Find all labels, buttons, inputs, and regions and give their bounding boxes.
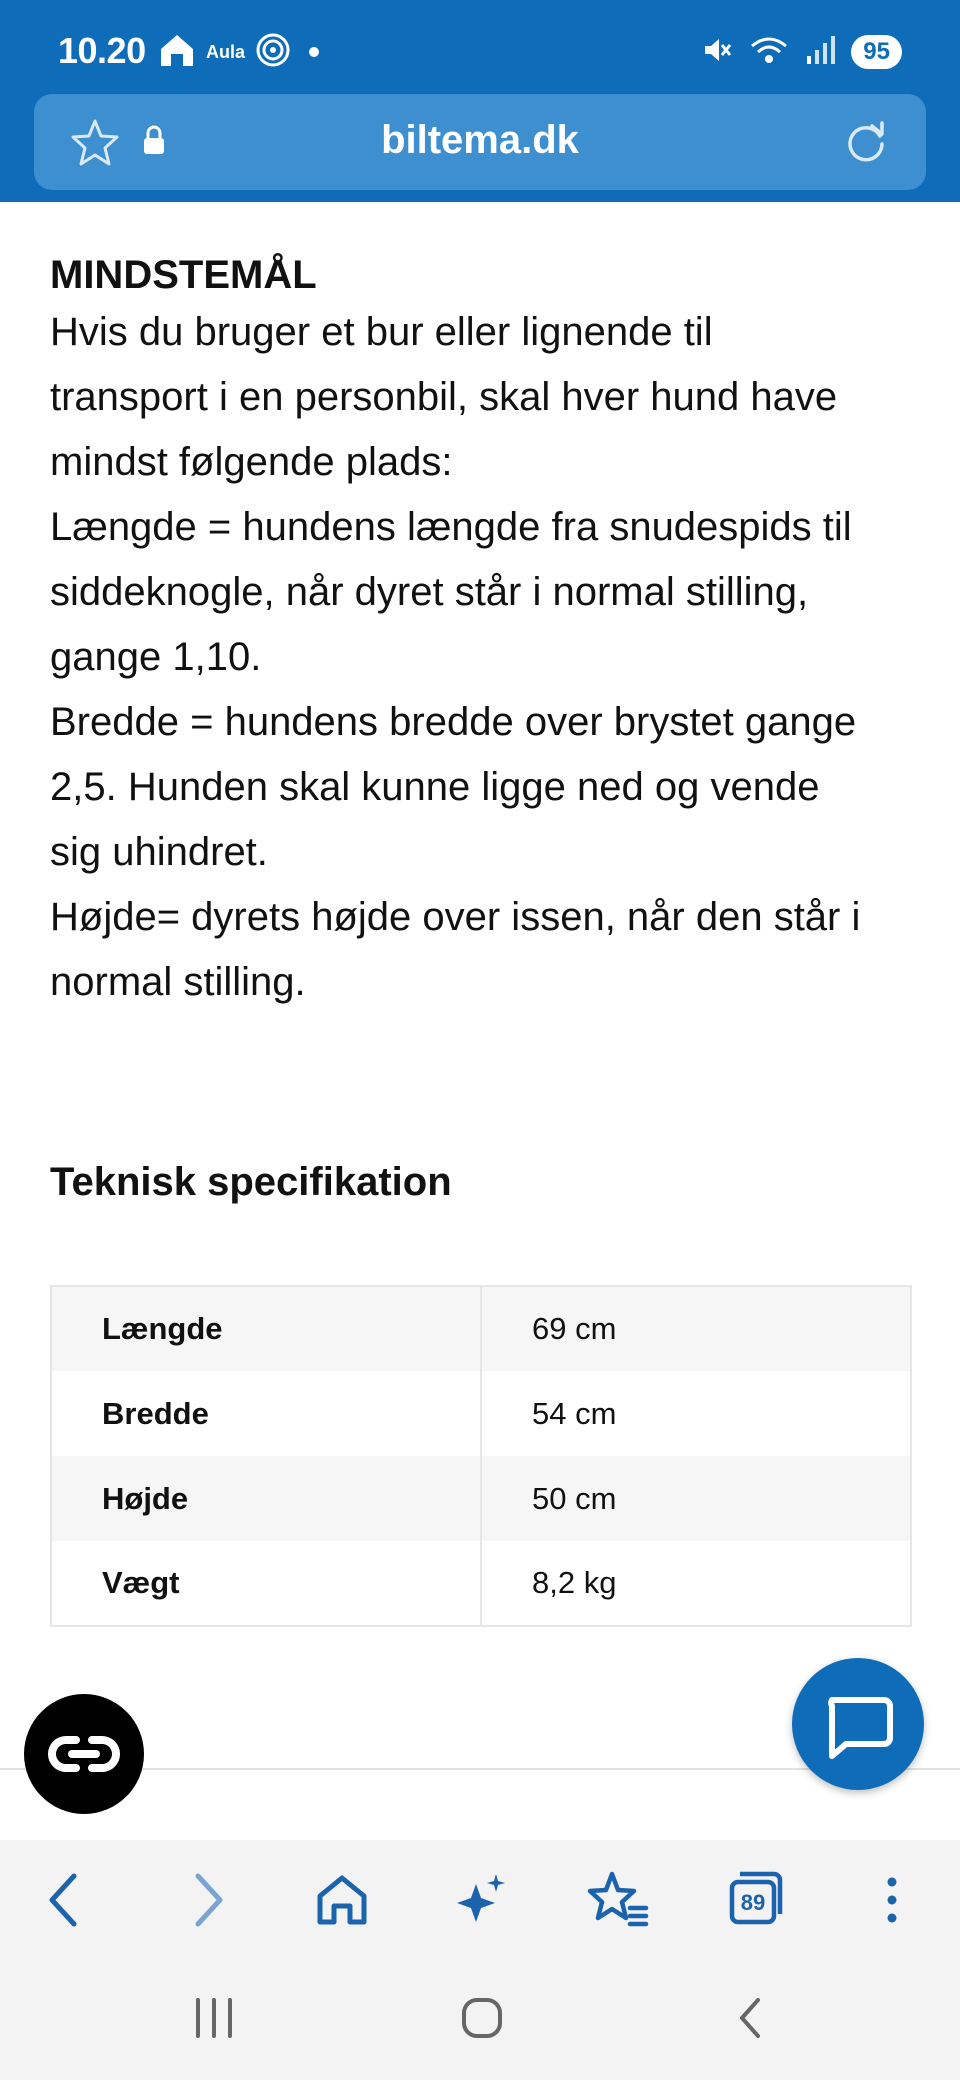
recent-apps-icon <box>174 1978 254 2058</box>
spec-value: 54 cm <box>532 1395 617 1431</box>
text-line: sig uhindret. <box>50 830 268 874</box>
ai-sparkle-button[interactable] <box>440 1860 520 1940</box>
article-content <box>50 250 920 1015</box>
spec-value: 69 cm <box>532 1311 617 1346</box>
home-button[interactable] <box>302 1860 382 1940</box>
link-accessibility-button[interactable] <box>24 1694 144 1814</box>
tab-count: 89 <box>740 1890 766 1915</box>
text-line: Længde = hundens længde fra snudespids til <box>50 505 852 549</box>
browser-header <box>0 0 960 202</box>
link-icon <box>24 1694 144 1814</box>
home-status-icon <box>158 32 196 73</box>
spec-title: Teknisk specifikation <box>50 1160 452 1204</box>
wifi-icon <box>749 34 789 71</box>
tabs-button[interactable] <box>716 1860 796 1940</box>
recent-apps-button[interactable] <box>174 1978 254 2058</box>
sparkle-icon <box>440 1860 520 1940</box>
back-button[interactable] <box>26 1860 106 1940</box>
home-icon <box>302 1860 382 1940</box>
bookmarks-icon <box>578 1860 658 1940</box>
table-row <box>51 1286 911 1371</box>
spec-value: 8,2 kg <box>532 1565 617 1600</box>
spec-label: Længde <box>51 1286 481 1371</box>
more-menu-button[interactable] <box>852 1860 932 1940</box>
spec-label: Vægt <box>51 1541 481 1626</box>
browser-toolbar <box>0 1840 960 1960</box>
chat-bubble-icon <box>792 1658 924 1790</box>
text-line: Højde= dyrets højde over issen, når den står i <box>50 895 861 939</box>
section-heading: MINDSTEMÅL <box>50 253 317 297</box>
system-home-button[interactable] <box>442 1978 522 2058</box>
spec-table <box>50 1285 912 1627</box>
text-line: normal stilling. <box>50 960 306 1004</box>
text-line: mindst følgende plads: <box>50 440 453 484</box>
url-bar[interactable] <box>34 94 926 190</box>
system-back-button[interactable] <box>712 1978 792 2058</box>
spec-label: Højde <box>51 1456 481 1541</box>
fingerprint-status-icon <box>255 32 291 73</box>
signal-icon <box>805 34 835 71</box>
back-arrow-icon <box>26 1860 106 1940</box>
system-back-icon <box>712 1978 792 2058</box>
forward-arrow-icon <box>166 1860 246 1940</box>
text-line: gange 1,10. <box>50 635 262 679</box>
forward-button[interactable] <box>166 1860 246 1940</box>
bookmarks-button[interactable] <box>578 1860 658 1940</box>
spec-value: 50 cm <box>532 1480 617 1516</box>
spec-label: Bredde <box>51 1371 481 1456</box>
text-line: siddeknogle, når dyret står i normal stilling, <box>50 570 809 614</box>
article-paragraph <box>50 300 920 1015</box>
chat-button[interactable] <box>792 1658 924 1790</box>
more-vertical-icon <box>852 1860 932 1940</box>
battery-indicator: 95 <box>851 35 902 69</box>
text-line: transport i en personbil, skal hver hund have <box>50 375 838 419</box>
status-time: 10.20 <box>58 30 146 71</box>
text-line: 2,5. Hunden skal kunne ligge ned og vende <box>50 765 820 809</box>
url-domain: biltema.dk <box>381 118 579 162</box>
system-home-icon <box>442 1978 522 2058</box>
status-bar <box>0 0 960 96</box>
table-row <box>51 1371 911 1456</box>
reload-icon[interactable] <box>842 118 890 171</box>
notification-dot-icon <box>309 47 319 57</box>
text-line: Bredde = hundens bredde over brystet gange <box>50 700 857 744</box>
system-nav-bar <box>0 1960 960 2080</box>
table-row <box>51 1541 911 1626</box>
aula-status-label: Aula <box>206 41 246 62</box>
table-row <box>51 1456 911 1541</box>
text-line: Hvis du bruger et bur eller lignende til <box>50 310 713 354</box>
mute-icon <box>701 34 733 71</box>
